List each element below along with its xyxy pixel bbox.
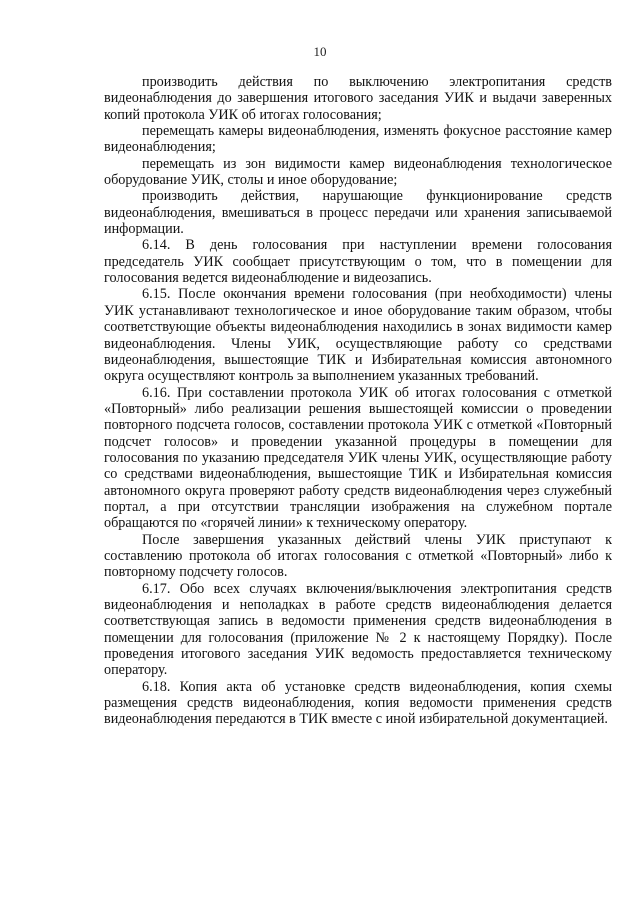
page-number: 10 (313, 44, 327, 59)
paragraph-6-15: 6.15. После окончания времени голосования (при необходимости) члены УИК устанавливают технологическое и иное оборудование таким образом, чтобы соответствующие объекты видеонаблюдения находились в зонах видимости камер видеонаблюдения. Члены УИК, осуществляющие работу со средствами видеонаблюдения, вышестоящие ТИК и Избирательная комиссия автономного округа осуществляют контроль за выполнением указанных требований. (104, 286, 612, 385)
paragraph-6-18: 6.18. Копия акта об установке средств видеонаблюдения, копия схемы размещения средств видеонаблюдения, копия ведомости применения средств видеонаблюдения передаются в ТИК вместе с иной избирательной документацией. (104, 678, 612, 728)
paragraph-6-16: 6.16. При составлении протокола УИК об итогах голосования с отметкой «Повторный» либо реализации решения вышестоящей комиссии о проведении повторного подсчета голосов, составлении протокола УИК с отметкой «Повторный подсчет голосов» и проведении указанной процедуры в помещении для голосования по указанию председателя УИК члены УИК, осуществляющие работу со средствами видеонаблюдения, вышестоящие ТИК и Избирательная комиссия автономного округа проверяют работу средств видеонаблюдения через служебный портал, а при отсутствии трансляции изображения на служебном портале обращаются по «горячей линии» к техническому оператору. (104, 384, 612, 532)
paragraph-6-16-continued: После завершения указанных действий члены УИК приступают к составлению протокола об итогах голосования с отметкой «Повторный» либо к повторному подсчету голосов. (104, 531, 612, 581)
document-body (104, 74, 612, 728)
paragraph-prohibition-move-equipment: перемещать из зон видимости камер видеонаблюдения технологическое оборудование УИК, столы и иное оборудование; (104, 155, 612, 189)
paragraph-prohibition-power-off: производить действия по выключению электропитания средств видеонаблюдения до завершения итогового заседания УИК и выдачи заверенных копий протокола УИК об итогах голосования; (104, 74, 612, 123)
paragraph-6-14: 6.14. В день голосования при наступлении времени голосования председатель УИК сообщает присутствующим о том, что в помещении для голосования ведется видеонаблюдение и видеозапись. (104, 237, 612, 287)
paragraph-prohibition-interfere: производить действия, нарушающие функционирование средств видеонаблюдения, вмешиваться в процесс передачи или хранения записываемой информации. (104, 188, 612, 238)
paragraph-6-17: 6.17. Обо всех случаях включения/выключения электропитания средств видеонаблюдения и неполадках в работе средств видеонаблюдения делается соответствующая запись в ведомости применения средств видеонаблюдения в помещении для голосования (приложение № 2 к настоящему Порядку). После проведения итогового заседания УИК ведомость предоставляется техническому оператору. (104, 580, 612, 679)
paragraph-prohibition-move-cameras: перемещать камеры видеонаблюдения, изменять фокусное расстояние камер видеонаблюдения; (104, 123, 612, 156)
